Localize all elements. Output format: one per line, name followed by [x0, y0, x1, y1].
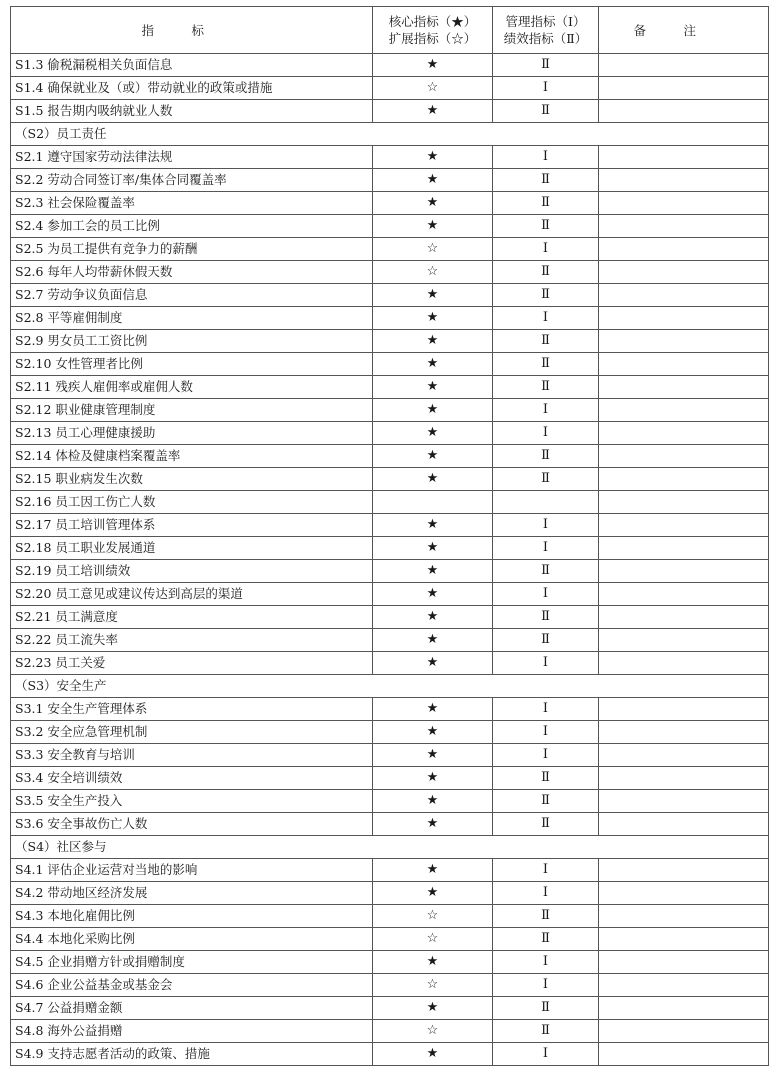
indicator-name: S1.4 确保就业及（或）带动就业的政策或措施	[11, 77, 373, 100]
remark-cell	[599, 652, 769, 675]
management-performance-mark: Ⅱ	[493, 54, 599, 77]
indicator-name: S2.21 员工满意度	[11, 606, 373, 629]
core-extension-mark: ★	[373, 537, 493, 560]
management-performance-mark: Ⅰ	[493, 652, 599, 675]
core-extension-mark: ★	[373, 698, 493, 721]
remark-cell	[599, 698, 769, 721]
core-extension-mark: ☆	[373, 238, 493, 261]
remark-cell	[599, 399, 769, 422]
management-performance-mark: Ⅱ	[493, 767, 599, 790]
table-body	[11, 54, 769, 1066]
table-row	[11, 652, 769, 675]
indicator-name: S4.8 海外公益捐赠	[11, 1020, 373, 1043]
management-performance-mark: Ⅰ	[493, 974, 599, 997]
remark-cell	[599, 514, 769, 537]
indicator-name: S2.19 员工培训绩效	[11, 560, 373, 583]
core-extension-mark: ★	[373, 790, 493, 813]
management-performance-mark: Ⅰ	[493, 698, 599, 721]
table-row	[11, 882, 769, 905]
remark-cell	[599, 974, 769, 997]
management-performance-mark: Ⅱ	[493, 928, 599, 951]
remark-cell	[599, 951, 769, 974]
table-header-row	[11, 7, 769, 54]
management-performance-mark: Ⅰ	[493, 238, 599, 261]
table-row	[11, 606, 769, 629]
indicator-name: S3.2 安全应急管理机制	[11, 721, 373, 744]
core-extension-mark: ★	[373, 721, 493, 744]
indicator-name: S2.9 男女员工工资比例	[11, 330, 373, 353]
table-row	[11, 1043, 769, 1066]
indicator-name: S3.1 安全生产管理体系	[11, 698, 373, 721]
management-performance-mark: Ⅱ	[493, 169, 599, 192]
management-performance-mark: Ⅱ	[493, 790, 599, 813]
core-extension-mark: ★	[373, 445, 493, 468]
management-performance-mark: Ⅰ	[493, 859, 599, 882]
core-extension-mark: ★	[373, 583, 493, 606]
remark-cell	[599, 629, 769, 652]
indicator-name: S2.12 职业健康管理制度	[11, 399, 373, 422]
remark-cell	[599, 330, 769, 353]
core-extension-mark: ★	[373, 284, 493, 307]
core-extension-mark: ★	[373, 146, 493, 169]
remark-cell	[599, 468, 769, 491]
management-performance-mark: Ⅰ	[493, 882, 599, 905]
indicator-name: S4.7 公益捐赠金额	[11, 997, 373, 1020]
core-extension-mark: ★	[373, 330, 493, 353]
indicator-name: S1.5 报告期内吸纳就业人数	[11, 100, 373, 123]
indicator-name: S4.2 带动地区经济发展	[11, 882, 373, 905]
remark-cell	[599, 905, 769, 928]
remark-cell	[599, 537, 769, 560]
management-performance-mark: Ⅱ	[493, 353, 599, 376]
management-performance-mark: Ⅱ	[493, 192, 599, 215]
core-extension-mark: ☆	[373, 905, 493, 928]
section-row	[11, 675, 769, 698]
indicator-name: S2.20 员工意见或建议传达到高层的渠道	[11, 583, 373, 606]
indicator-table	[10, 6, 769, 1066]
indicator-name: S2.4 参加工会的员工比例	[11, 215, 373, 238]
table-row	[11, 514, 769, 537]
management-performance-header	[493, 7, 599, 54]
remark-cell	[599, 261, 769, 284]
remark-header: 备注	[599, 7, 769, 54]
table-row	[11, 307, 769, 330]
indicator-name: S2.5 为员工提供有竞争力的薪酬	[11, 238, 373, 261]
indicator-name: S2.13 员工心理健康援助	[11, 422, 373, 445]
core-extension-mark: ★	[373, 215, 493, 238]
management-performance-mark: Ⅱ	[493, 1020, 599, 1043]
remark-cell	[599, 238, 769, 261]
table-row	[11, 928, 769, 951]
management-performance-mark: Ⅱ	[493, 261, 599, 284]
table-row	[11, 859, 769, 882]
table-row	[11, 629, 769, 652]
table-row	[11, 169, 769, 192]
management-header-line: 管理指标（Ⅰ）	[505, 14, 586, 29]
section-title: （S4）社区参与	[11, 836, 769, 859]
core-extension-mark: ★	[373, 192, 493, 215]
section-title: （S2）员工责任	[11, 123, 769, 146]
table-row	[11, 330, 769, 353]
table-row	[11, 537, 769, 560]
table-row	[11, 100, 769, 123]
indicator-name: S4.1 评估企业运营对当地的影响	[11, 859, 373, 882]
indicator-name: S2.15 职业病发生次数	[11, 468, 373, 491]
core-extension-mark: ★	[373, 468, 493, 491]
core-extension-mark: ★	[373, 560, 493, 583]
indicator-name: S3.4 安全培训绩效	[11, 767, 373, 790]
remark-cell	[599, 100, 769, 123]
remark-cell	[599, 1020, 769, 1043]
management-performance-mark: Ⅰ	[493, 744, 599, 767]
management-performance-mark: Ⅰ	[493, 77, 599, 100]
table-row	[11, 790, 769, 813]
remark-cell	[599, 445, 769, 468]
core-extension-mark	[373, 491, 493, 514]
management-performance-mark: Ⅰ	[493, 514, 599, 537]
core-extension-mark: ★	[373, 353, 493, 376]
indicator-name: S1.3 偷税漏税相关负面信息	[11, 54, 373, 77]
table-row	[11, 721, 769, 744]
indicator-name: S4.6 企业公益基金或基金会	[11, 974, 373, 997]
extension-header-line: 扩展指标（☆）	[388, 31, 477, 46]
table-row	[11, 77, 769, 100]
remark-cell	[599, 169, 769, 192]
core-extension-mark: ☆	[373, 77, 493, 100]
table-row	[11, 54, 769, 77]
remark-cell	[599, 721, 769, 744]
remark-cell	[599, 606, 769, 629]
core-header-line: 核心指标（★）	[388, 14, 477, 29]
management-performance-mark: Ⅱ	[493, 905, 599, 928]
section-title: （S3）安全生产	[11, 675, 769, 698]
remark-cell	[599, 928, 769, 951]
management-performance-mark: Ⅰ	[493, 583, 599, 606]
indicator-name: S3.3 安全教育与培训	[11, 744, 373, 767]
core-extension-mark: ★	[373, 813, 493, 836]
table-row	[11, 376, 769, 399]
core-extension-mark: ★	[373, 307, 493, 330]
core-extension-mark: ★	[373, 951, 493, 974]
table-row	[11, 261, 769, 284]
management-performance-mark: Ⅱ	[493, 284, 599, 307]
remark-cell	[599, 307, 769, 330]
management-performance-mark: Ⅱ	[493, 813, 599, 836]
management-performance-mark	[493, 491, 599, 514]
management-performance-mark: Ⅰ	[493, 422, 599, 445]
remark-cell	[599, 215, 769, 238]
core-extension-mark: ★	[373, 629, 493, 652]
indicator-name: S4.4 本地化采购比例	[11, 928, 373, 951]
table-row	[11, 1020, 769, 1043]
management-performance-mark: Ⅱ	[493, 606, 599, 629]
table-row	[11, 445, 769, 468]
indicator-name: S2.17 员工培训管理体系	[11, 514, 373, 537]
remark-cell	[599, 997, 769, 1020]
remark-cell	[599, 284, 769, 307]
table-row	[11, 813, 769, 836]
remark-cell	[599, 376, 769, 399]
table-row	[11, 468, 769, 491]
management-performance-mark: Ⅱ	[493, 330, 599, 353]
remark-cell	[599, 422, 769, 445]
performance-header-line: 绩效指标（Ⅱ）	[503, 31, 588, 46]
indicator-name: S4.5 企业捐赠方针或捐赠制度	[11, 951, 373, 974]
core-extension-mark: ★	[373, 606, 493, 629]
core-extension-mark: ★	[373, 859, 493, 882]
indicator-name: S2.8 平等雇佣制度	[11, 307, 373, 330]
indicator-name: S2.14 体检及健康档案覆盖率	[11, 445, 373, 468]
indicator-name: S2.22 员工流失率	[11, 629, 373, 652]
indicator-name: S2.23 员工关爱	[11, 652, 373, 675]
core-extension-mark: ★	[373, 376, 493, 399]
management-performance-mark: Ⅱ	[493, 468, 599, 491]
indicator-header: 指标	[11, 7, 373, 54]
remark-cell	[599, 767, 769, 790]
core-extension-mark: ★	[373, 1043, 493, 1066]
remark-cell	[599, 146, 769, 169]
table-row	[11, 284, 769, 307]
management-performance-mark: Ⅱ	[493, 560, 599, 583]
indicator-name: S2.11 残疾人雇佣率或雇佣人数	[11, 376, 373, 399]
core-extension-mark: ★	[373, 399, 493, 422]
table-row	[11, 238, 769, 261]
table-row	[11, 422, 769, 445]
remark-cell	[599, 192, 769, 215]
remark-cell	[599, 1043, 769, 1066]
remark-cell	[599, 583, 769, 606]
table-row	[11, 399, 769, 422]
table-row	[11, 215, 769, 238]
management-performance-mark: Ⅰ	[493, 721, 599, 744]
table-row	[11, 767, 769, 790]
management-performance-mark: Ⅱ	[493, 215, 599, 238]
core-extension-mark: ☆	[373, 928, 493, 951]
management-performance-mark: Ⅰ	[493, 399, 599, 422]
table-row	[11, 997, 769, 1020]
core-extension-mark: ☆	[373, 1020, 493, 1043]
core-extension-mark: ★	[373, 169, 493, 192]
remark-cell	[599, 882, 769, 905]
indicator-name: S4.9 支持志愿者活动的政策、措施	[11, 1043, 373, 1066]
table-row	[11, 974, 769, 997]
remark-cell	[599, 77, 769, 100]
core-extension-mark: ★	[373, 54, 493, 77]
remark-cell	[599, 54, 769, 77]
table-row	[11, 192, 769, 215]
core-extension-mark: ★	[373, 744, 493, 767]
table-row	[11, 905, 769, 928]
indicator-name: S2.2 劳动合同签订率/集体合同覆盖率	[11, 169, 373, 192]
table-row	[11, 583, 769, 606]
section-row	[11, 123, 769, 146]
indicator-name: S2.1 遵守国家劳动法律法规	[11, 146, 373, 169]
indicator-name: S2.10 女性管理者比例	[11, 353, 373, 376]
indicator-name: S4.3 本地化雇佣比例	[11, 905, 373, 928]
management-performance-mark: Ⅰ	[493, 537, 599, 560]
core-extension-mark: ★	[373, 652, 493, 675]
section-row	[11, 836, 769, 859]
indicator-name: S2.7 劳动争议负面信息	[11, 284, 373, 307]
table-row	[11, 491, 769, 514]
management-performance-mark: Ⅰ	[493, 307, 599, 330]
remark-cell	[599, 491, 769, 514]
indicator-name: S2.3 社会保险覆盖率	[11, 192, 373, 215]
core-extension-header	[373, 7, 493, 54]
remark-cell	[599, 859, 769, 882]
table-row	[11, 146, 769, 169]
management-performance-mark: Ⅱ	[493, 445, 599, 468]
remark-cell	[599, 790, 769, 813]
table-row	[11, 951, 769, 974]
core-extension-mark: ★	[373, 100, 493, 123]
indicator-name: S2.6 每年人均带薪休假天数	[11, 261, 373, 284]
management-performance-mark: Ⅰ	[493, 1043, 599, 1066]
table-row	[11, 560, 769, 583]
table-row	[11, 744, 769, 767]
core-extension-mark: ☆	[373, 974, 493, 997]
indicator-name: S3.6 安全事故伤亡人数	[11, 813, 373, 836]
core-extension-mark: ★	[373, 767, 493, 790]
table-row	[11, 353, 769, 376]
core-extension-mark: ★	[373, 997, 493, 1020]
management-performance-mark: Ⅰ	[493, 951, 599, 974]
indicator-name: S3.5 安全生产投入	[11, 790, 373, 813]
management-performance-mark: Ⅱ	[493, 997, 599, 1020]
core-extension-mark: ☆	[373, 261, 493, 284]
core-extension-mark: ★	[373, 882, 493, 905]
remark-cell	[599, 560, 769, 583]
indicator-name: S2.16 员工因工伤亡人数	[11, 491, 373, 514]
indicator-name: S2.18 员工职业发展通道	[11, 537, 373, 560]
management-performance-mark: Ⅱ	[493, 629, 599, 652]
core-extension-mark: ★	[373, 514, 493, 537]
remark-cell	[599, 744, 769, 767]
management-performance-mark: Ⅱ	[493, 376, 599, 399]
management-performance-mark: Ⅰ	[493, 146, 599, 169]
remark-cell	[599, 353, 769, 376]
management-performance-mark: Ⅱ	[493, 100, 599, 123]
remark-cell	[599, 813, 769, 836]
core-extension-mark: ★	[373, 422, 493, 445]
table-row	[11, 698, 769, 721]
